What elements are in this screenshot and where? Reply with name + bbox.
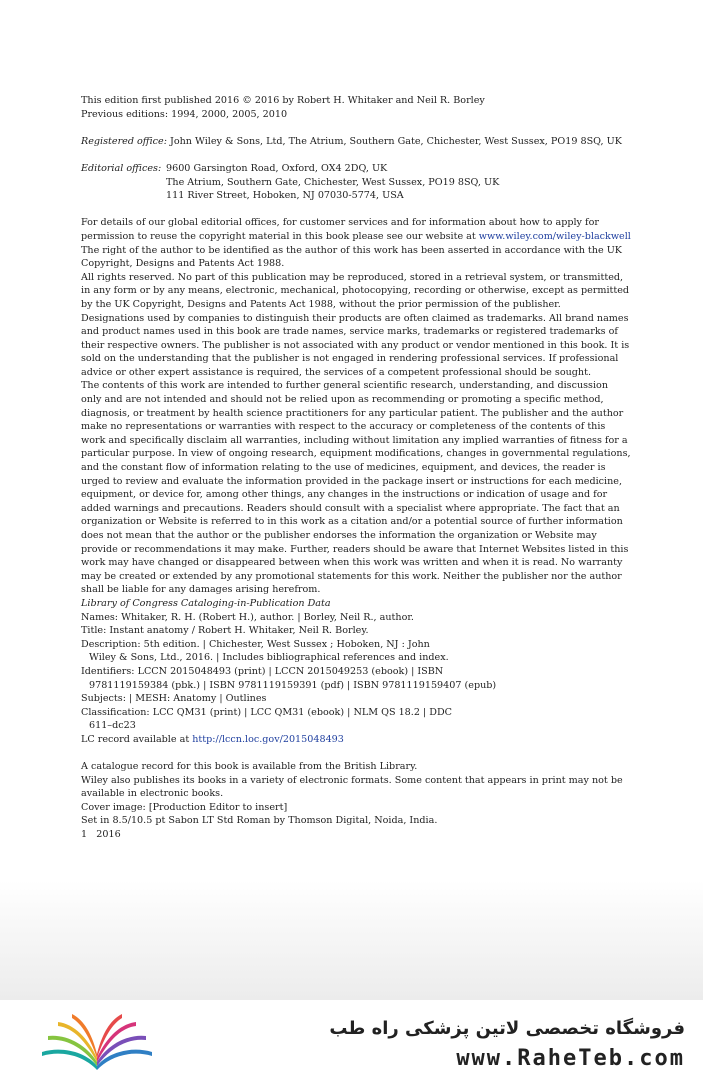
editorial-address: The Atrium, Southern Gate, Chichester, West Sussex, PO19 8SQ, UK: [166, 176, 500, 188]
cover-image-note: Cover image: [Production Editor to insert]: [81, 801, 288, 813]
cip-classification: Classification: LCC QM31 (print) | LCC QM31 (ebook) | NLM QS 18.2 | DDC: [81, 706, 452, 718]
typeset-block: [81, 814, 631, 841]
cip-description: Description: 5th edition. | Chichester, West Sussex ; Hoboken, NJ : John: [81, 638, 430, 650]
catalogue-paragraph: A catalogue record for this book is available from the British Library.: [81, 761, 418, 773]
cip-lc-record: [81, 733, 631, 747]
cip-title: Title: Instant anatomy / Robert H. Whitaker, Neil R. Borley.: [81, 625, 369, 637]
cip-classification-cont: 611–dc23: [89, 720, 136, 732]
cip-identifiers-cont: 9781119159384 (pbk.) | ISBN 9781119159391 (pdf) | ISBN 9781119159407 (epub): [89, 679, 497, 691]
edition-line: This edition first published 2016 © 2016 by Robert H. Whitaker and Neil R. Borley: [81, 95, 485, 106]
lc-record-text: LC record available at: [81, 733, 193, 745]
editorial-offices-addresses: [166, 162, 631, 203]
moral-rights-paragraph: The right of the author to be identified as the author of this work has been asserted in accordance with the UK Copyright, Designs and Patents Act 1988.: [81, 244, 622, 270]
cip-heading: Library of Congress Cataloging-in-Publication Data: [81, 597, 331, 609]
typeset-note: Set in 8.5/10.5 pt Sabon LT Std Roman by Thomson Digital, Noida, India.: [81, 815, 438, 827]
open-book-logo-icon: [38, 1012, 156, 1072]
edition-block: [81, 94, 631, 121]
cip-names: Names: Whitaker, R. H. (Robert H.), author. | Borley, Neil R., author.: [81, 611, 414, 623]
previous-editions: Previous editions: 1994, 2000, 2005, 2010: [81, 108, 288, 120]
details-paragraph: [81, 216, 631, 243]
printing-line: 1 2016: [81, 829, 121, 841]
editorial-offices: [81, 162, 631, 203]
cip-identifiers: Identifiers: LCCN 2015048493 (print) | LCCN 2015049253 (ebook) | ISBN: [81, 665, 444, 677]
editorial-address: 111 River Street, Hoboken, NJ 07030-5774, USA: [166, 190, 404, 202]
cip-data: [81, 597, 631, 747]
registered-office-address: John Wiley & Sons, Ltd, The Atrium, Southern Gate, Chichester, West Sussex, PO19 8SQ, UK: [170, 135, 622, 147]
details-text: For details of our global editorial offices, for customer services and for information about how to apply for permission to reuse the copyright material in this book please see our website at: [81, 217, 599, 242]
editorial-address: 9600 Garsington Road, Oxford, OX4 2DQ, UK: [166, 162, 388, 174]
cip-subjects: Subjects: | MESH: Anatomy | Outlines: [81, 693, 267, 705]
copyright-content: [81, 94, 631, 842]
registered-office-label: Registered office:: [81, 135, 167, 147]
editorial-offices-label: Editorial offices:: [81, 162, 162, 174]
electronic-formats-paragraph: Wiley also publishes its books in a variety of electronic formats. Some content that appears in print may not be available in electronic books.: [81, 774, 623, 800]
store-name: فروشگاه تخصصی لاتین پزشکی راه طب: [329, 1018, 685, 1039]
all-rights-paragraph: All rights reserved. No part of this publication may be reproduced, stored in a retrieval system, or transmitted, in any form or by any means, electronic, mechanical, photocopying, recording or otherwise, except as permitted by the UK Copyright, Designs and Patents Act 1988, without the prior permission of the publisher.: [81, 271, 630, 310]
trademarks-paragraph: Designations used by companies to distinguish their products are often claimed as trademarks. All brand names and product names used in this book are trade names, service marks, trademarks or registered trademarks of their respective owners. The publisher is not associated with any product or vendor mentioned in this book. It is sold on the understanding that the publisher is not engaged in rendering professional services. If professional advice or other expert assistance is required, the services of a competent professional should be sought.: [81, 312, 630, 378]
registered-office: [81, 135, 631, 149]
cip-description-cont: Wiley & Sons, Ltd., 2016. | Includes bibliographical references and index.: [89, 652, 449, 664]
store-url[interactable]: www.RaheTeb.com: [456, 1046, 685, 1071]
lc-record-link[interactable]: http://lccn.loc.gov/2015048493: [192, 733, 344, 745]
wiley-website-link[interactable]: www.wiley.com/wiley-blackwell: [478, 230, 631, 242]
disclaimer-paragraph: The contents of this work are intended to further general scientific research, understanding, and discussion only and are not intended and should not be relied upon as recommending or promoting a specific method, diagnosis, or treatment by health science practitioners for any particular patient. The publisher and the author make no representations or warranties with respect to the accuracy or completeness of the contents of this work and specifically disclaim all warranties, including without limitation any implied warranties of fitness for a particular purpose. In view of ongoing research, equipment modifications, changes in governmental regulations, and the constant flow of information relating to the use of medicines, equipment, and devices, the reader is urged to review and evaluate the information provided in the package insert or instructions for each medicine, equipment, or device for, among other things, any changes in the instructions or indication of usage and for added warnings and precautions. Readers should consult with a specialist where appropriate. The fact that an organization or Website is referred to in this work as a citation and/or a potential source of further information does not mean that the author or the publisher endorses the information the organization or Website may provide or recommendations it may make. Further, readers should be aware that Internet Websites listed in this work may have changed or disappeared between when this work was written and when it is read. No warranty may be created or extended by any promotional statements for this work. Neither the publisher nor the author shall be liable for any damages arising herefrom.: [81, 380, 631, 596]
